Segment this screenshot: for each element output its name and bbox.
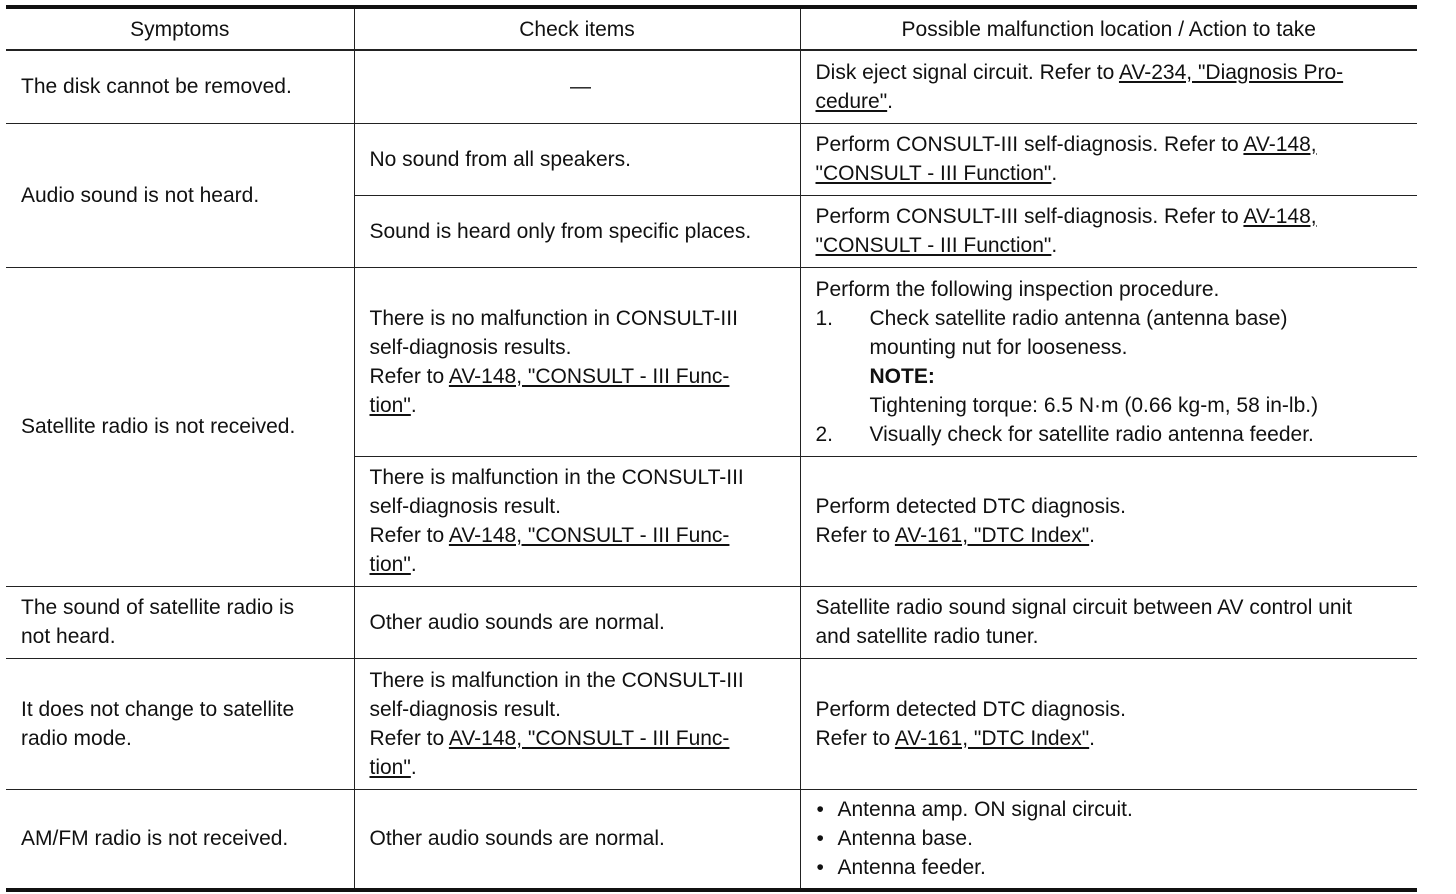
- symptom-cell: Audio sound is not heard.: [6, 123, 354, 267]
- reference-link[interactable]: "CONSULT - III Function": [815, 162, 1052, 185]
- reference-link[interactable]: tion": [369, 755, 411, 779]
- step-item: 1. Check satellite radio antenna (antenna base) mounting nut for looseness.: [815, 306, 1288, 359]
- reference-link[interactable]: AV-148,: [1243, 205, 1317, 228]
- reference-link[interactable]: AV-161, "DTC Index": [894, 524, 1090, 547]
- reference-link[interactable]: AV-161, "DTC Index": [894, 726, 1090, 750]
- symptom-cell: The disk cannot be removed.: [6, 50, 354, 123]
- action-cell: Perform detected DTC diagnosis. Refer to AV-161, "DTC Index".: [800, 658, 1417, 789]
- reference-link[interactable]: AV-148, "CONSULT - III Func-: [448, 524, 730, 547]
- table-row: [6, 123, 1417, 195]
- table-row: [6, 586, 1417, 658]
- bullet-list: [816, 795, 1410, 882]
- symptom-cell: It does not change to satellite radio mode.: [6, 658, 354, 789]
- page: [6, 5, 1417, 892]
- list-item: • Antenna base.: [816, 824, 1410, 853]
- step-item: 2. Visually check for satellite radio antenna feeder.: [815, 422, 1314, 446]
- check-cell: No sound from all speakers.: [354, 123, 800, 195]
- check-cell: Sound is heard only from specific places.: [354, 195, 800, 267]
- symptom-cell: AM/FM radio is not received.: [6, 789, 354, 890]
- reference-link[interactable]: tion": [369, 553, 411, 576]
- reference-link[interactable]: AV-148, "CONSULT - III Func-: [448, 364, 730, 388]
- header-symptoms: Symptoms: [6, 7, 354, 50]
- check-cell: There is malfunction in the CONSULT-III self-diagnosis result. Refer to AV-148, "CONSULT - III Func- tion".: [354, 658, 800, 789]
- check-cell: —: [354, 50, 800, 123]
- troubleshooting-table: [6, 5, 1417, 892]
- symptom-cell: The sound of satellite radio is not heard.: [6, 586, 354, 658]
- action-cell: Perform detected DTC diagnosis. Refer to AV-161, "DTC Index".: [800, 456, 1417, 586]
- list-item: • Antenna amp. ON signal circuit.: [816, 795, 1410, 824]
- header-action: Possible malfunction location / Action to take: [800, 7, 1417, 50]
- check-cell: There is malfunction in the CONSULT-III self-diagnosis result. Refer to AV-148, "CONSULT - III Func- tion".: [354, 456, 800, 586]
- table-row: [6, 658, 1417, 789]
- table-row: [6, 789, 1417, 890]
- action-cell: Satellite radio sound signal circuit between AV control unit and satellite radio tuner.: [800, 586, 1417, 658]
- action-cell: Perform CONSULT-III self-diagnosis. Refer to AV-148, "CONSULT - III Function".: [800, 195, 1417, 267]
- table-row: [6, 267, 1417, 456]
- list-item: • Antenna feeder.: [816, 853, 1410, 882]
- reference-link[interactable]: AV-148, "CONSULT - III Func-: [448, 726, 730, 750]
- table-row: [6, 50, 1417, 123]
- reference-link[interactable]: cedure": [815, 89, 888, 113]
- reference-link[interactable]: AV-234, "Diagnosis Pro-: [1118, 60, 1344, 84]
- check-cell: Other audio sounds are normal.: [354, 789, 800, 890]
- note-text: Tightening torque: 6.5 N·m (0.66 kg-m, 58 in-lb.): [869, 393, 1319, 417]
- symptom-cell: Satellite radio is not received.: [6, 267, 354, 586]
- action-cell: Perform the following inspection procedure. 1. Check satellite radio antenna (antenna base) mounting nut for looseness. NOTE: Tightening torque: 6.5 N·m (0.66 kg-m, 58 in-lb.) 2. Visually check for satellite radio antenna feeder.: [800, 267, 1417, 456]
- check-cell: Other audio sounds are normal.: [354, 586, 800, 658]
- reference-link[interactable]: tion": [369, 393, 411, 417]
- reference-link[interactable]: "CONSULT - III Function": [815, 234, 1052, 257]
- reference-link[interactable]: AV-148,: [1243, 133, 1317, 156]
- header-check-items: Check items: [354, 7, 800, 50]
- header-row: [6, 7, 1417, 50]
- check-cell: There is no malfunction in CONSULT-III self-diagnosis results. Refer to AV-148, "CONSULT - III Func- tion".: [354, 267, 800, 456]
- note-label: NOTE:: [869, 364, 935, 388]
- action-cell: [800, 789, 1417, 890]
- action-cell: Disk eject signal circuit. Refer to AV-234, "Diagnosis Pro- cedure".: [800, 50, 1417, 123]
- action-cell: Perform CONSULT-III self-diagnosis. Refer to AV-148, "CONSULT - III Function".: [800, 123, 1417, 195]
